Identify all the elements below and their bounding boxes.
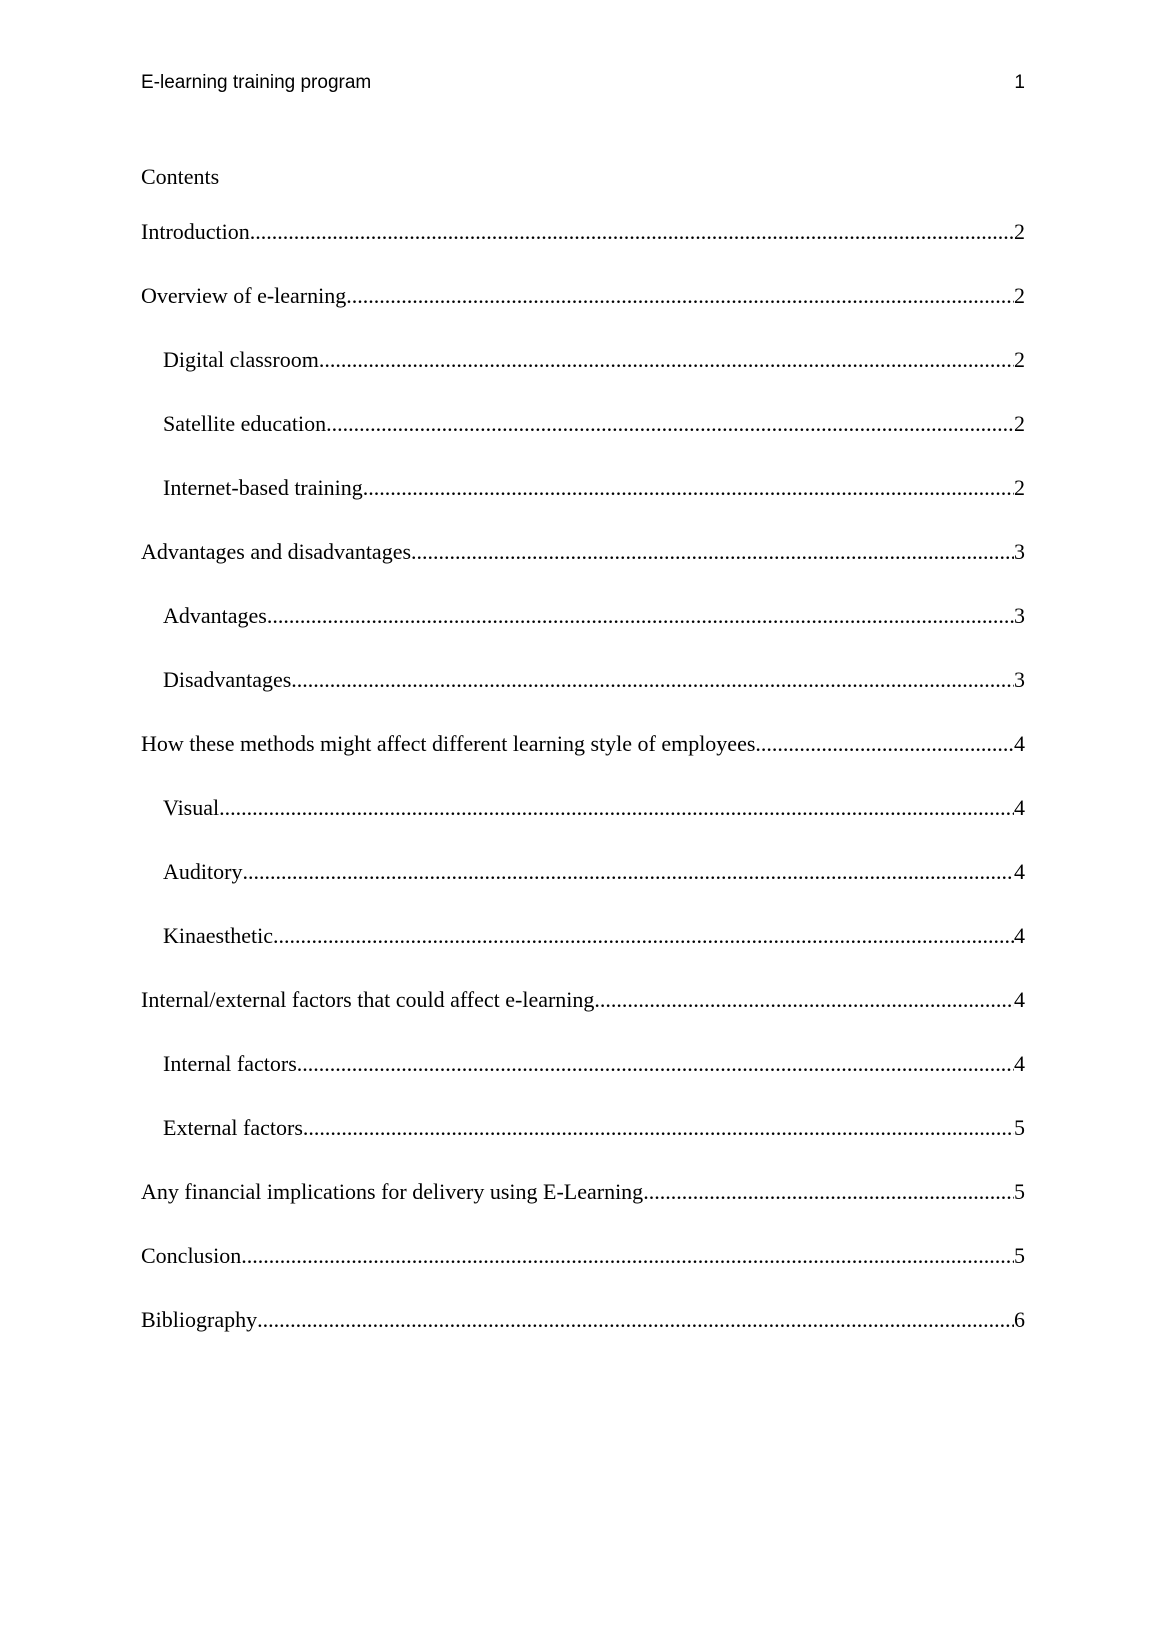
toc-entry[interactable] bbox=[141, 1113, 1025, 1177]
toc-entry-page-number: 2 bbox=[1014, 475, 1025, 500]
toc-entry-title: Auditory bbox=[163, 859, 243, 884]
toc-entry[interactable] bbox=[141, 473, 1025, 537]
toc-dot-leader bbox=[411, 537, 1014, 567]
toc-entry-page-number: 4 bbox=[1014, 795, 1025, 820]
toc-entry[interactable] bbox=[141, 217, 1025, 281]
toc-entry-page-number: 4 bbox=[1014, 859, 1025, 884]
toc-entry-title: Digital classroom bbox=[163, 347, 319, 372]
toc-entry-page-number: 2 bbox=[1014, 347, 1025, 372]
toc-dot-leader bbox=[643, 1177, 1014, 1207]
toc-entry-title: Disadvantages bbox=[163, 667, 292, 692]
toc-entry[interactable] bbox=[141, 409, 1025, 473]
toc-entry-title: Overview of e-learning bbox=[141, 283, 347, 308]
toc-entry[interactable] bbox=[141, 729, 1025, 793]
toc-entry[interactable] bbox=[141, 1049, 1025, 1113]
toc-entry-title: Conclusion bbox=[141, 1243, 242, 1268]
toc-entry-page-number: 4 bbox=[1014, 731, 1025, 756]
toc-entry[interactable] bbox=[141, 1305, 1025, 1369]
toc-dot-leader bbox=[250, 217, 1014, 247]
toc-dot-leader bbox=[219, 793, 1014, 823]
toc-entry-title: Internal factors bbox=[163, 1051, 297, 1076]
toc-dot-leader bbox=[319, 345, 1014, 375]
toc-dot-leader bbox=[363, 473, 1014, 503]
toc-entry-title: Any financial implications for delivery using E-Learning bbox=[141, 1179, 644, 1204]
toc-entry[interactable] bbox=[141, 601, 1025, 665]
toc-entry[interactable] bbox=[141, 921, 1025, 985]
toc-entry[interactable] bbox=[141, 665, 1025, 729]
toc-entry[interactable] bbox=[141, 1241, 1025, 1305]
toc-entry[interactable] bbox=[141, 793, 1025, 857]
toc-entry-title: External factors bbox=[163, 1115, 303, 1140]
toc-entry-page-number: 5 bbox=[1014, 1243, 1025, 1268]
toc-dot-leader bbox=[755, 729, 1014, 759]
toc-entry-title: Advantages bbox=[163, 603, 267, 628]
toc-entry-page-number: 3 bbox=[1014, 539, 1025, 564]
page-header bbox=[141, 68, 1025, 98]
toc-entry-title: Internet-based training bbox=[163, 475, 363, 500]
toc-entry-page-number: 2 bbox=[1014, 411, 1025, 436]
toc-entry-page-number: 4 bbox=[1014, 987, 1025, 1012]
toc-entry-page-number: 3 bbox=[1014, 603, 1025, 628]
toc-entry-title: Advantages and disadvantages bbox=[141, 539, 412, 564]
toc-entry-title: Introduction bbox=[141, 219, 250, 244]
toc-dot-leader bbox=[273, 921, 1014, 951]
toc-entry-page-number: 2 bbox=[1014, 219, 1025, 244]
toc-entry-page-number: 4 bbox=[1014, 923, 1025, 948]
toc-dot-leader bbox=[257, 1305, 1014, 1335]
toc-dot-leader bbox=[242, 857, 1014, 887]
toc-entry[interactable] bbox=[141, 345, 1025, 409]
toc-dot-leader bbox=[267, 601, 1014, 631]
toc-entry-page-number: 4 bbox=[1014, 1051, 1025, 1076]
toc-entry-page-number: 2 bbox=[1014, 283, 1025, 308]
table-of-contents bbox=[141, 217, 1025, 1369]
toc-dot-leader bbox=[346, 281, 1014, 311]
header-page-number: 1 bbox=[1014, 72, 1025, 93]
toc-entry[interactable] bbox=[141, 857, 1025, 921]
toc-entry-page-number: 3 bbox=[1014, 667, 1025, 692]
toc-entry[interactable] bbox=[141, 1177, 1025, 1241]
toc-entry[interactable] bbox=[141, 281, 1025, 345]
toc-dot-leader bbox=[303, 1113, 1014, 1143]
toc-dot-leader bbox=[291, 665, 1014, 695]
toc-entry-title: Bibliography bbox=[141, 1307, 258, 1332]
toc-dot-leader bbox=[594, 985, 1014, 1015]
toc-entry-page-number: 5 bbox=[1014, 1115, 1025, 1140]
toc-entry[interactable] bbox=[141, 985, 1025, 1049]
toc-entry-title: Visual bbox=[163, 795, 220, 820]
toc-entry-title: Kinaesthetic bbox=[163, 923, 273, 948]
toc-entry-page-number: 6 bbox=[1014, 1307, 1025, 1332]
toc-entry-page-number: 5 bbox=[1014, 1179, 1025, 1204]
toc-entry-title: Satellite education bbox=[163, 411, 327, 436]
toc-entry-title: How these methods might affect different learning style of employees bbox=[141, 731, 756, 756]
toc-dot-leader bbox=[297, 1049, 1014, 1079]
running-head-title: E-learning training program bbox=[141, 72, 372, 93]
contents-heading: Contents bbox=[141, 164, 220, 189]
toc-entry[interactable] bbox=[141, 537, 1025, 601]
toc-entry-title: Internal/external factors that could affect e-learning bbox=[141, 987, 595, 1012]
toc-dot-leader bbox=[241, 1241, 1014, 1271]
toc-dot-leader bbox=[326, 409, 1014, 439]
